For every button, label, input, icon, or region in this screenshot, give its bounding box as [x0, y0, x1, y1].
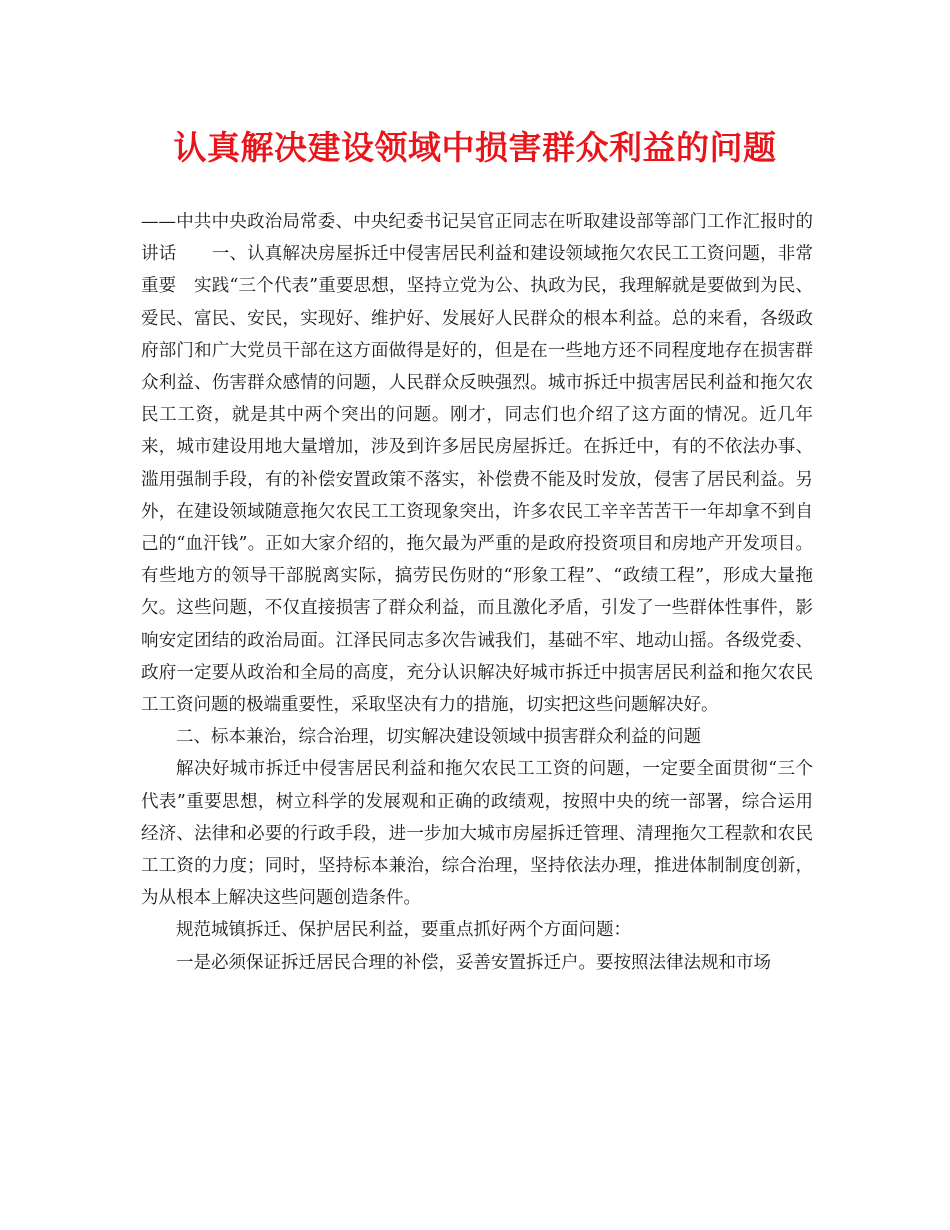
paragraph: 规范城镇拆迁、保护居民利益，要重点抓好两个方面问题：: [176, 920, 631, 941]
document-title: 认真解决建设领域中损害群众利益的问题: [173, 128, 777, 167]
paragraph: ——中共中央政治局常委、中央纪委书记吴官正同志在听取建设部等部门工作汇报时的讲话 一、认真解决房屋拆迁中侵害居民利益和建设领域拖欠农民工工资问题，非常重要 实践“三个代表”重要思想，坚持立党为公、执政为民，我理解就是要做到为民、爱民、富民、安民，实现好、维护好、发展好人民群众的根本利益。总的来看，各级政府部门和广大党员干部在这方面做得是好的，但是在一些地方还不同程度地存在损害群众利益、伤害群众感情的问题，人民群众反映强烈。城市拆迁中损害居民利益和拖欠农民工工资，就是其中两个突出的问题。刚才，同志们也介绍了这方面的情况。近几年来，城市建设用地大量增加，涉及到许多居民房屋拆迁。在拆迁中，有的不依法办事、滥用强制手段，有的补偿安置政策不落实，补偿费不能及时发放，侵害了居民利益。另外，在建设领域随意拖欠农民工工资现象突出，许多农民工辛辛苦苦干一年却拿不到自己的“血汗钱”。正如大家介绍的，拖欠最为严重的是政府投资项目和房地产开发项目。有些地方的领导干部脱离实际，搞劳民伤财的“形象工程”、“政绩工程”，形成大量拖欠。这些问题，不仅直接损害了群众利益，而且激化矛盾，引发了一些群体性事件，影响安定团结的政治局面。江泽民同志多次告诫我们，基础不牢、地动山摇。各级党委、政府一定要从政治和全局的高度，充分认识解决好城市拆迁中损害居民利益和拖欠农民工工资问题的极端重要性，采取坚决有力的措施，切实把这些问题解决好。: [141, 212, 813, 716]
paragraph: 一是必须保证拆迁居民合理的补偿，妥善安置拆迁户。要按照法律法规和市场: [176, 952, 771, 973]
section-heading: 二、标本兼治，综合治理，切实解决建设领域中损害群众利益的问题: [176, 727, 701, 748]
paragraph: 解决好城市拆迁中侵害居民利益和拖欠农民工工资的问题，一定要全面贯彻“三个代表”重要思想，树立科学的发展观和正确的政绩观，按照中央的统一部署，综合运用经济、法律和必要的行政手段，进一步加大城市房屋拆迁管理、清理拖欠工程款和农民工工资的力度；同时，坚持标本兼治，综合治理，坚持依法办理，推进体制制度创新，为从根本上解决这些问题创造条件。: [141, 759, 813, 909]
document-body: [141, 206, 813, 979]
